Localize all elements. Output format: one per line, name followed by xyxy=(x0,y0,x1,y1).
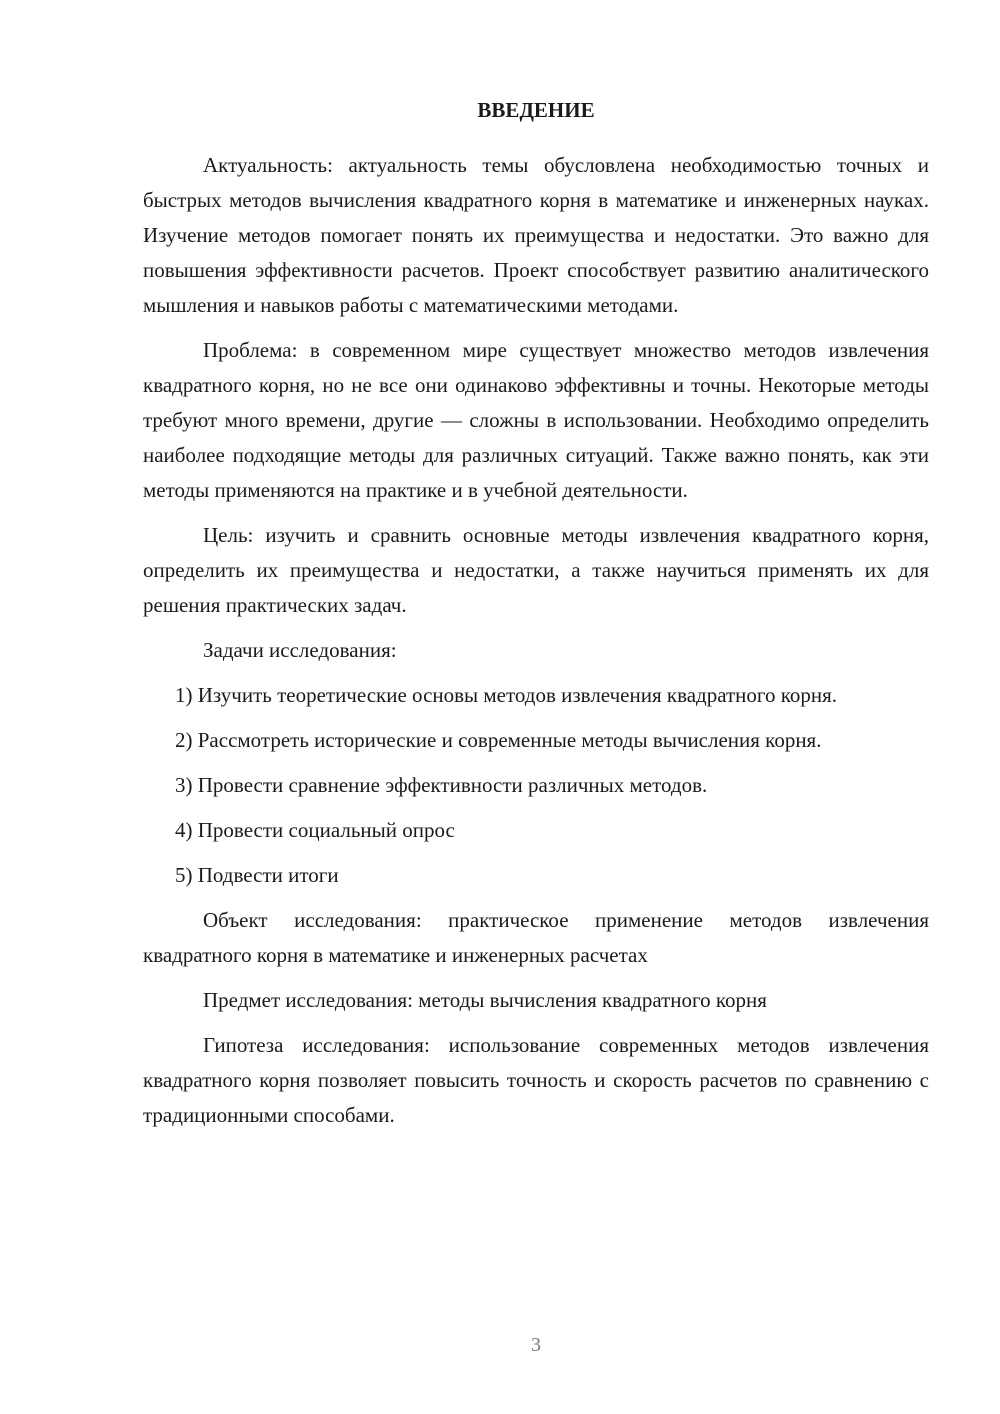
paragraph-problem: Проблема: в современном мире существует множество методов извлечения квадратного корня, но не все они одинаково эффективны и точны. Некоторые методы требуют много времени, другие — сложны в использовании. Необходимо определить наиболее подходящие методы для различных ситуаций. Также важно понять, как эти методы применяются на практике и в учебной деятельности. xyxy=(143,338,929,502)
page-title: ВВЕДЕНИЕ xyxy=(477,98,595,122)
task-item-3: 3) Провести сравнение эффективности различных методов. xyxy=(175,773,708,797)
document-page xyxy=(143,96,929,1143)
paragraph-hypothesis: Гипотеза исследования: использование современных методов извлечения квадратного корня позволяет повысить точность и скорость расчетов по сравнению с традиционными способами. xyxy=(143,1033,929,1127)
paragraph-goal: Цель: изучить и сравнить основные методы извлечения квадратного корня, определить их преимущества и недостатки, а также научиться применять их для решения практических задач. xyxy=(143,523,929,617)
paragraph-relevance: Актуальность: актуальность темы обусловлена необходимостью точных и быстрых методов вычисления квадратного корня в математике и инженерных науках. Изучение методов помогает понять их преимущества и недостатки. Это важно для повышения эффективности расчетов. Проект способствует развитию аналитического мышления и навыков работы с математическими методами. xyxy=(143,153,929,317)
task-item-5: 5) Подвести итоги xyxy=(175,863,339,887)
task-item-2: 2) Рассмотреть исторические и современные методы вычисления корня. xyxy=(175,728,822,752)
task-item-1: 1) Изучить теоретические основы методов извлечения квадратного корня. xyxy=(175,683,838,707)
page-number: 3 xyxy=(531,1334,541,1356)
paragraph-subject: Предмет исследования: методы вычисления квадратного корня xyxy=(203,988,767,1012)
paragraph-tasks-heading: Задачи исследования: xyxy=(203,638,397,662)
paragraph-object: Объект исследования: практическое применение методов извлечения квадратного корня в математике и инженерных расчетах xyxy=(143,908,929,967)
task-item-4: 4) Провести социальный опрос xyxy=(175,818,455,842)
